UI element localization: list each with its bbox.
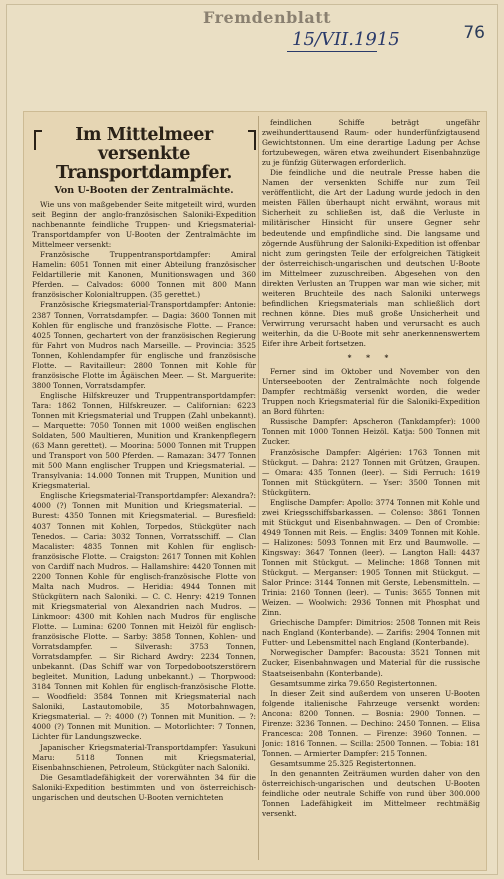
paragraph: Die Gesamtladefähigkeit der vorerwähnten 34 für die Saloniki-Expedition bestimmten und von österreichisch-ungarischen und deutschen U-Booten vernichteten [32, 772, 256, 802]
scrapbook-page [6, 4, 498, 875]
paragraph: In den genannten Zeiträumen wurden daher von den österreichisch-ungarischen und deutschen U-Booten feindliche oder neutrale Schiffe von rund über 300.000 Tonnen Ladefähigkeit im Mittelmeer rechtmäßig versenkt. [262, 769, 480, 819]
paragraph: Die feindliche und die neutrale Presse haben die Namen der versenkten Schiffe nur zum Teil veröffentlicht, die Art der Ladung wurde jedoch in den meisten Fällen überhaupt nicht erwähnt, woraus mit Sicherheit zu schließen ist, daß die Verluste in militärischer Hinsicht für unsere Gegner sehr bedeutende und empfindliche sind. Die langsame und zögernde Ausführung der Saloniki-Expedition ist offenbar nicht zum geringsten Teile der erfolgreichen Tätigkeit der österreichisch-ungarischen und deutschen U-Boote im Mittelmeer zuzuschreiben. Abgesehen von den direkten Verlusten an Truppen war man wie sicher, mit weiteren Bruchteile des nach Saloniki unterwegs befindlichen Kriegsmaterials man schließlich dort rechnen könne. Dies muß große Unsicherheit und Verwirrung verursacht haben und verursacht es auch weiterhin, da die U-Boote mit sehr anerkennenswertem Eifer ihre Arbeit fortsetzen. [262, 168, 480, 349]
paragraph: feindlichen Schiffe beträgt ungefähr zweihunderttausend Raum- oder hunderfünfzigtausend Gewichtstonnen. Um eine derartige Ladung per Achse fortzubewegen, wären etwa zweihundert Eisenbahnzüge zu je fünfzig Güterwagen erforderlich. [262, 118, 480, 168]
section-separator-stars: * * * [347, 353, 395, 363]
column-right [262, 118, 480, 862]
paragraph: Englische Kriegsmaterial-Transportdampfer: Alexandra?: 4000 (?) Tonnen mit Munition und Kriegsmaterial. — Burest: 4350 Tonnen mit Kriegsmaterial. — Buresfield: 4037 Tonnen mit Kohlen, Torpedos, Stückgüter nach Tenedos. — Caria: 3032 Tonnen, Vorratsschiff. — Clan Macalister: 4835 Tonnen mit Kohlen für englisch-französische Flotte. — Craigston: 2617 Tonnen mit Kohlen von Cardiff nach Mudros. — Hallamshire: 4420 Tonnen mit 2200 Tonnen Kohle für englisch-französische Flotte von Malta nach Mudros. — Heridia: 4944 Tonnen mit Stückgütern nach Saloniki. — C. C. Henry: 4219 Tonnen mit Kriegsmaterial von Alexandrien nach Mudros. — Linkmoor: 4300 mit Kohlen nach Mudros für englische Flotte. — Lumina: 6200 Tonnen mit Heizöl für englisch-französische Flotte. — Sarby: 3858 Tonnen, Kohlen- und Vorratsdampfer. — Silverash: 3753 Tonnen, Vorratsdampfer. — Sir Richard Awdry: 2234 Tonnen, unbekannt. (Das Schiff war von Torpedobootszerstörern begleitet. Munition, Ladung unbekannt.) — Thorpwood: 3184 Tonnen mit Kohlen für englisch-französische Flotte. — Woodfield: 3584 Tonnen mit Kriegsmaterial nach Saloniki, Lastautomobile, 35 Motorbahnwagen, Kriegsmaterial. — ?: 4000 (?) Tonnen mit Munition. — ?: 4000 (?) Tonnen mit Munition. — Motorlichter: 7 Tonnen, Lichter für Landungszwecke. [32, 491, 256, 742]
paragraph: In dieser Zeit sind außerdem von unseren U-Booten folgende italienische Fahrzeuge versenkt worden: Ancona: 8200 Tonnen. — Bosnia: 2900 Tonnen. — Firenze: 3236 Tonnen. — Dechino: 2450 Tonnen. — Elisa Francesca: 208 Tonnen. — Firenze: 3960 Tonnen. — Jonic: 1816 Tonnen. — Scilla: 2500 Tonnen. — Tobia: 181 Tonnen. — Armierter Dampfer: 215 Tonnen. [262, 688, 480, 758]
paragraph: Englische Hilfskreuzer und Truppentransportdampfer: Tara: 1862 Tonnen, Hilfskreuzer. — Californian: 6223 Tonnen mit Kriegsmaterial und Truppen (Zahl unbekannt). — Marquette: 7050 Tonnen mit 1000 weißen englischen Soldaten, 500 Maultieren, Munition und Krankenpflegern (63 Mann gerettet). — Moorina: 5000 Tonnen mit Truppen und Transport von 500 Pferden. — Ramazan: 3477 Tonnen mit 500 Mann englischer Truppen und Kriegsmaterial. — Transylvania: 14.000 Tonnen mit Truppen, Munition und Kriegsmaterial. [32, 390, 256, 491]
paragraph: Japanischer Kriegsmaterial-Transportdampfer: Yasukuni Maru: 5118 Tonnen mit Kriegsmaterial, Eisenbahnschienen, Petroleum, Stückgüter nach Saloniki. [32, 742, 256, 772]
paragraph: Englische Dampfer: Apollo: 3774 Tonnen mit Kohle und zwei Kriegsschiffsbarkassen. — Colenso: 3861 Tonnen mit Stückgut und Eisenbahnwagen. — Den of Crombie: 4949 Tonnen mit Reis. — Englis: 3409 Tonnen mit Kohle. — Halizones: 5093 Tonnen mit Erz und Baumwolle. — Kingsway: 3647 Tonnen (leer). — Langton Hall: 4437 Tonnen mit Stückgut. — Melinche: 1868 Tonnen mit Stückgut. — Merganser: 1905 Tonnen mit Stückgut. — Salor Prince: 3144 Tonnen mit Gerste, Lebensmitteln. — Trinia: 2160 Tonnen (leer). — Tunis: 3655 Tonnen mit Weizen. — Woolwich: 2936 Tonnen mit Phosphat und Zinn. [262, 497, 480, 618]
paragraph: Wie uns von maßgebender Seite mitgeteilt wird, wurden seit Beginn der anglo-französischen Saloniki-Expedition nachbenannte feindliche Truppen- und Kriegsmaterial-Transportdampfer von U-Booten der Zentralmächte im Mittelmeer versenkt: [32, 200, 256, 250]
newspaper-clipping [23, 111, 487, 871]
paragraph: Gesamtsumme 25.325 Registertonnen. [270, 758, 417, 768]
headline-line-1: Im Mittelmeer versenkte [75, 125, 213, 164]
page-number: 76 [463, 23, 485, 43]
newspaper-stamp: Fremdenblatt [203, 8, 332, 27]
handwritten-date: 15/VII.1915 [292, 29, 400, 50]
headline-line-2: Transportdampfer. [56, 163, 232, 183]
headline-bracket-right [248, 130, 256, 150]
article-headline [32, 126, 256, 183]
paragraph: Ferner sind im Oktober und November von den Unterseebooten der Zentralmächte noch folgende Dampfer rechtmäßig versenkt worden, die weder Truppen noch Kriegsmaterial für die Saloniki-Expedition an Bord führten: [262, 367, 480, 417]
paragraph: Russische Dampfer: Apscheron (Tankdampfer): 1000 Tonnen mit 1000 Tonnen Heizöl. Katja: 500 Tonnen mit Zucker. [262, 417, 480, 447]
paragraph: Französische Truppentransportdampfer: Amiral Hamelin: 6051 Tonnen mit einer Abteilung französischer Feldartillerie mit Kanonen, Munitionswagen und 360 Pferden. — Calvados: 6000 Tonnen mit 800 Mann französischer Kolonialtruppen. (35 gerettet.) [32, 250, 256, 300]
column-left [32, 118, 256, 862]
headline-bracket-left [34, 130, 42, 150]
paragraph: Französische Dampfer: Algérien: 1763 Tonnen mit Stückgut. — Dahra: 2127 Tonnen mit Grützen, Graupen. — Omara: 435 Tonnen (leer). — Sidi Ferruch: 1619 Tonnen mit Stückgütern. — Yser: 3500 Tonnen mit Stückgütern. [262, 447, 480, 497]
column-divider [258, 116, 259, 860]
page-header [7, 5, 497, 55]
paragraph: Norwegischer Dampfer: Bacousta: 3521 Tonnen mit Zucker, Eisenbahnwagen und Material für die russische Staatseisenbahn (Konterbande). [262, 648, 480, 678]
date-underline [287, 51, 377, 52]
paragraph: Griechische Dampfer: Dimitrios: 2508 Tonnen mit Reis nach England (Konterbande). — Zarifis: 2904 Tonnen mit Futter- und Lebensmittel nach England (Konterbande). [262, 618, 480, 648]
paragraph: Französische Kriegsmaterial-Transportdampfer: Antonie: 2387 Tonnen, Vorratsdampfer. — Dagia: 3600 Tonnen mit Kohlen für englische und französische Flotte. — France: 4025 Tonnen, gechartert von der französischen Regierung für Fahrt von Mudros nach Marseille. — Provincia: 3525 Tonnen, Kohlendampfer für englische und französische Flotte. — Ravitailleur: 2800 Tonnen mit Kohle für französische Flotte im Ägäischen Meer. — St. Marguerite: 3800 Tonnen, Vorratsdampfer. [32, 300, 256, 390]
article-subhead: Von U-Booten der Zentralmächte. [54, 185, 234, 196]
paragraph: Gesamtsumme zirka 79.650 Registertonnen. [270, 678, 438, 688]
